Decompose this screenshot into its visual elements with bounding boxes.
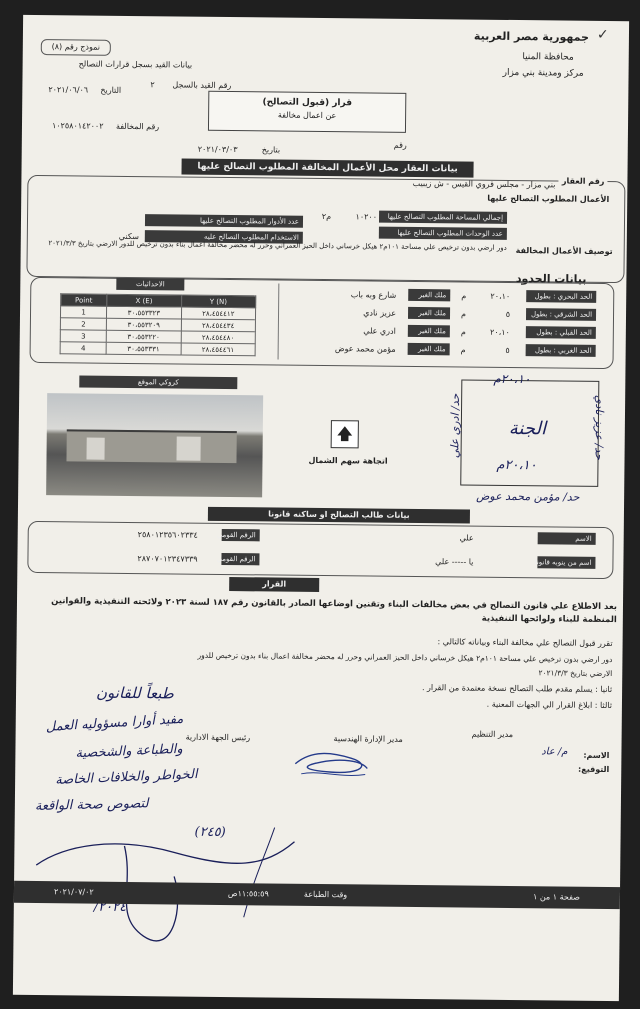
sketch-top-length: ٢٠،١٠م (493, 371, 531, 387)
works-label: الأعمال المطلوب التصالح عليها (487, 193, 610, 205)
hand-line-4: الخواطر والخلافات الخاصة (54, 767, 198, 788)
boundary-length: ٥ (505, 309, 511, 319)
applicant-name: علي (459, 533, 474, 543)
form-number: نموذج رقم (٨) (51, 42, 101, 52)
decision-line-2: دور ارضي بدون ترخيص علي مساحة ١٠١م٢ هيكل خرساني داخل الحيز العمراني وحرر له محضر مخالفة اعمال بناء بدون ترخيص للدور (197, 650, 613, 665)
reg-no-label: رقم القيد بالسجل (172, 80, 232, 91)
decision-dated: ٢٠٢١/٠٣/٠٣ (197, 144, 238, 155)
coords-cell-x: ٣٠،٥٥٣٣٣١ (106, 342, 181, 355)
sig-sign-label: التوقيع: (578, 764, 610, 775)
building-door (176, 436, 200, 460)
hand-stamp-number: (٢٤٥) (194, 824, 226, 841)
coords-cell-y: ٢٨،٤٥٤٤١٢ (181, 307, 256, 320)
reg-no-value: ٢ (150, 80, 155, 90)
coords-cell-p: 3 (60, 330, 106, 342)
applicant-rep-label: اسم من ينوبه قانونا (537, 556, 595, 569)
property-address-label: رقم العقار (559, 176, 608, 187)
boundary-owner: ادري علي (363, 326, 396, 336)
coords-cell-x: ٣٠،٥٥٣٣٢٣ (107, 306, 182, 319)
boundary-unit: م (460, 327, 466, 337)
engineering-signature (291, 744, 371, 785)
sketch-left-neighbor: حد/ ادري علي (448, 393, 462, 459)
decision-title-box (208, 91, 406, 133)
coords-cell-y: ٢٨،٤٥٤٤٣٤ (181, 319, 256, 332)
decision-section-title: القرار (229, 577, 319, 592)
desc-label: توصيف الأعمال المخالفة (515, 246, 613, 257)
use-value: سكني (118, 231, 140, 242)
applicant-id-1: ٢٥٨٠١٢٣٥٦٠٢٣٣٤ (137, 530, 198, 540)
coords-cell-y: ٢٨،٤٥٤٤٦١ (181, 343, 256, 356)
boundary-unit: م (460, 345, 466, 355)
building-door (86, 438, 104, 460)
hand-date: ٢٠٢٤/ (93, 899, 127, 915)
boundaries-title: بيانات الحدود (515, 272, 587, 286)
area-unit: م٢ (321, 211, 332, 222)
sketch-center-text: الجنة (508, 417, 547, 440)
use-label: الاستخدام المطلوب التصالح عليه (145, 230, 303, 244)
coords-row (60, 342, 255, 356)
decision-no-label: رقم (393, 140, 407, 150)
applicant-id-label-2: الرقم القومي (221, 553, 259, 565)
decision-line-3: الارضي بتاريخ ٢٠٢١/٣/٣ (538, 668, 613, 679)
applicant-rep: يا ----- علي (435, 557, 474, 567)
reg-date-label: التاريخ (100, 85, 122, 95)
hand-line-3: والطباعة والشخصية (75, 741, 183, 762)
coords-header-x: X (E) (107, 294, 182, 307)
coords-cell-y: ٢٨،٤٥٤٤٨٠ (181, 331, 256, 344)
hand-line-5: لتصوص صحة الواقعة (34, 796, 149, 815)
hand-line-2: مفيد أوارا مسؤوليه العمل (45, 711, 184, 735)
reg-date: ٢٠٢١/٠٦/٠٦ (48, 85, 89, 95)
applicant-title: بيانات طالب التصالح او ساكنه قانونا (208, 507, 470, 524)
sketch-under-neighbor: حد/ مؤمن محمد عوض (476, 489, 580, 504)
sig-eng-label: مدير الإدارة الهندسية (333, 734, 403, 744)
center-name: مركز ومدينة بني مزار (502, 67, 584, 79)
coords-header-point: Point (61, 294, 107, 306)
footer-print-time: ١١:٥٥:٥٩ص (227, 889, 269, 899)
sketch-right-neighbor: حد/ عزيز نادي (592, 394, 607, 460)
decision-dated-label: بتاريخ (261, 145, 281, 155)
coords-title: الاحداثيات (116, 278, 184, 291)
site-photo (46, 393, 263, 497)
boundary-type: ملك الغير (408, 343, 450, 355)
boundary-side-label: الحد البحري : بطول (526, 290, 596, 303)
coords-cell-p: 1 (60, 306, 106, 318)
applicant-id-2: ٢٨٧٠٧٠١٢٣٤٧٣٣٩ (137, 554, 198, 564)
sig-name-handwritten: م/ عاد (541, 746, 568, 758)
sketch-title: كروكي الموقع (79, 375, 237, 389)
applicant-box (27, 521, 614, 579)
property-address: بني مزار - مجلس قروي القيس - ش زيبيب (412, 178, 556, 190)
decision-title: قرار (قبول التصالح) (262, 97, 353, 109)
coords-cell-p: 2 (60, 318, 106, 330)
boundary-owner: عزيز نادي (363, 308, 397, 318)
boundary-type: ملك الغير (408, 307, 450, 319)
boundary-length: ٢٠،١٠ (490, 291, 511, 301)
boundary-side-label: الحد القبلي : بطول (526, 326, 596, 339)
boundary-type: ملك الغير (408, 289, 450, 301)
north-arrow-icon: 🡅 (331, 420, 359, 448)
boundary-length: ٥ (505, 345, 510, 355)
decision-line-4: ثانيا : يسلم مقدم طلب التصالح نسخة معتمدة من القرار . (421, 683, 613, 695)
decision-subtitle: عن اعمال مخالفة (277, 110, 337, 121)
area-label: إجمالي المساحة المطلوب التصالح عليها (379, 211, 507, 224)
decision-line-5: ثالثا : ابلاغ القرار الي الجهات المعنية . (486, 699, 612, 711)
hand-line-1: طبعاً للقانون (95, 683, 174, 703)
boundary-unit: م (461, 309, 467, 319)
footer-print-label: وقت الطباعة (303, 889, 348, 900)
sig-head-label: رئيس الجهة الادارية (185, 732, 251, 743)
decision-line-1: تقرر قبول التصالح علي مخالفة البناء وبياناته كالتالي : (437, 637, 613, 649)
form-number-box (41, 39, 111, 56)
unified-no: ١٠٢٥٨٠١٤٢٠٠٢ (51, 121, 104, 131)
governorate-name: محافظة المنيا (522, 52, 574, 63)
boundary-length: ٢٠،١٠ (490, 327, 510, 337)
coords-cell-p: 4 (60, 342, 106, 354)
boundary-owner: شارع وبه باب (350, 290, 397, 300)
registry-title: بيانات القيد بسجل قرارات التصالح (78, 59, 193, 70)
coords-header-y: Y (N) (181, 295, 256, 308)
footer-page: صفحة ١ من ١ (532, 892, 580, 902)
boundary-type: ملك الغير (408, 325, 450, 337)
boundary-unit: م (461, 291, 467, 301)
republic-name: جمهورية مصر العربية (473, 29, 590, 44)
document-page (13, 15, 629, 1001)
check-mark-icon: ✓ (596, 26, 609, 43)
units-label: عدد الوحدات المطلوب التصالح عليها (379, 227, 507, 240)
applicant-name-label: الاسم (538, 532, 596, 545)
footer-print-date: ٢٠٢١/٠٧/٠٢ (53, 887, 94, 897)
unified-no-label: رقم المخالفة (115, 121, 160, 132)
coords-cell-x: ٣٠،٥٥٣٢٠٩ (106, 318, 181, 331)
coords-cell-x: ٣٠،٥٥٣٢٢٠ (106, 330, 181, 343)
sketch-bottom-length: ٢٠،١٠م (496, 457, 537, 474)
boundary-owner: مؤمن محمد عوض (334, 344, 396, 354)
floors-label: عدد الأدوار المطلوب التصالح عليها (145, 214, 303, 228)
property-section-title: بيانات العقار محل الأعمال المخالفة المطلوب التصالح عليها (181, 159, 473, 178)
boundary-side-label: الحد الغربي : بطول (526, 344, 596, 357)
boundary-side-label: الحد الشرقي : بطول (526, 308, 596, 321)
coords-table (60, 293, 257, 356)
decision-preamble: بعد الاطلاع علي قانون التصالح في بعض مخالفات البناء وتقنين اوضاعها الصادر بالقانون رقم ١٨٧ لسنة ٢٠٢٣ ولائحته التنفيذية والقوانين المنظمة للبناء ولوائحها التنفيذية (51, 596, 618, 626)
north-label: اتجاهة سهم الشمال (308, 455, 388, 466)
sig-org-label: مدير التنظيم (471, 729, 514, 740)
applicant-id-label: الرقم القومي (222, 529, 260, 541)
sig-name-label: الاسم: (583, 750, 610, 761)
desc-value: دور ارضي بدون ترخيص علي مساحة ١٠١م٢ هيكل خرساني داخل الحيز العمراني وحرر له محضر مخالفة اعمال بناء بدون ترخيص للدور الارضي بتاريخ ٢٠٢١/٣/٣ (48, 239, 507, 252)
area-value: ١٠٢٠٠ (355, 212, 378, 222)
